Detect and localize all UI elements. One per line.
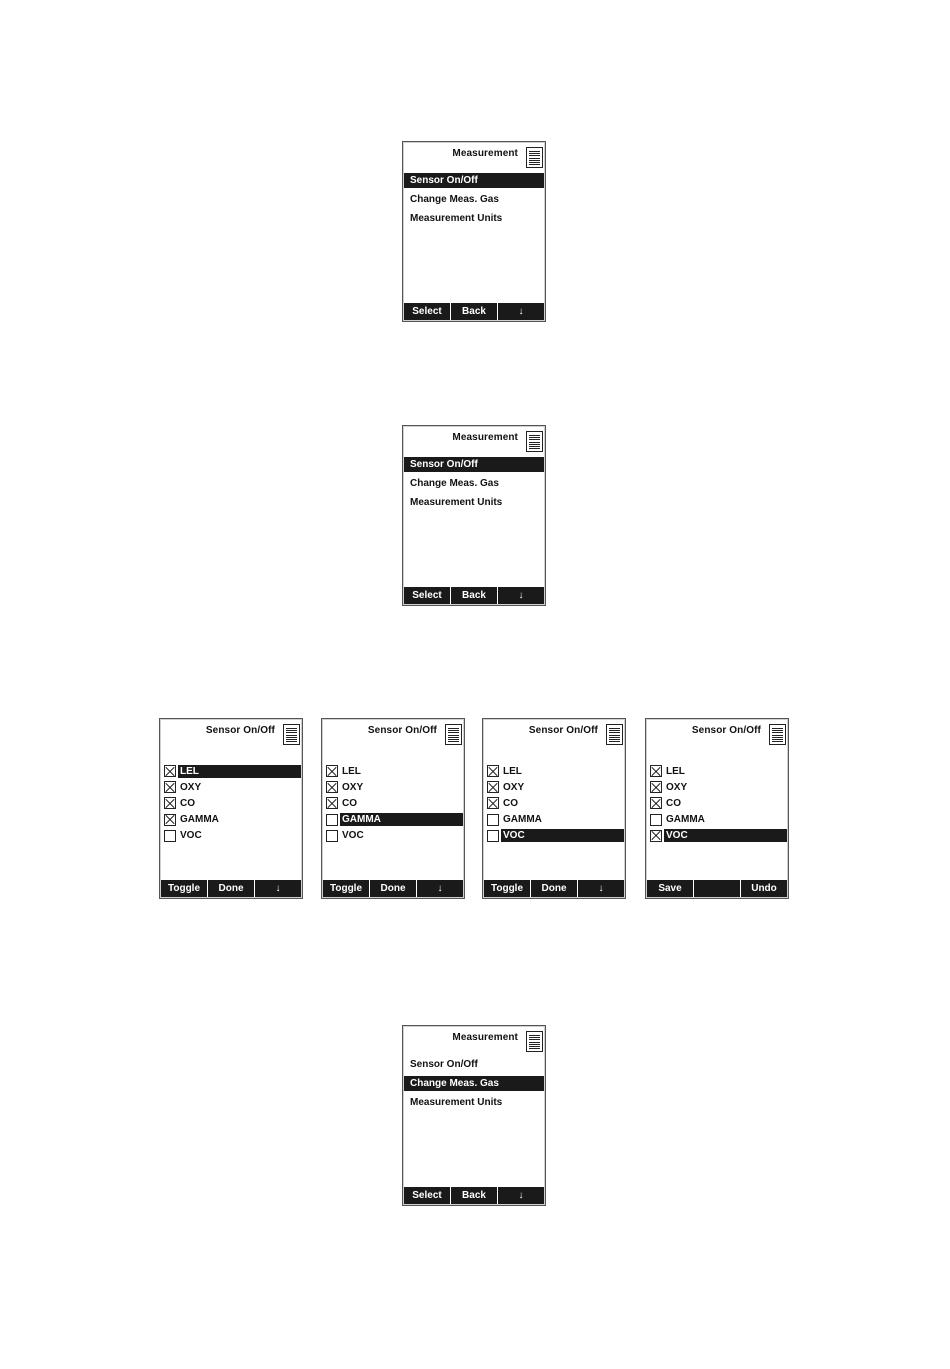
sensor-row[interactable] (326, 763, 463, 779)
sensor-list (650, 763, 787, 844)
menu-item[interactable]: Sensor On/Off (410, 1059, 478, 1070)
sensor-row[interactable] (650, 763, 787, 779)
softkey-bar (404, 303, 544, 320)
screen-title: Sensor On/Off (367, 725, 437, 736)
sensor-checkbox[interactable] (650, 765, 662, 777)
sensor-label: VOC (501, 829, 624, 842)
sensor-row[interactable] (326, 812, 463, 828)
sensor-list (326, 763, 463, 844)
sensor-checkbox[interactable] (164, 781, 176, 793)
sensor-label: LEL (666, 765, 685, 777)
menu-item[interactable]: Measurement Units (410, 213, 503, 224)
sensor-checkbox[interactable] (650, 797, 662, 809)
softkey-toggle-button[interactable]: Toggle (484, 880, 531, 897)
softkey-arrow-down-button[interactable]: ↓ (275, 883, 281, 894)
sensor-row[interactable] (326, 779, 463, 795)
sensor-checkbox[interactable] (650, 814, 662, 826)
sensor-checkbox[interactable] (650, 830, 662, 842)
sensor-label: GAMMA (666, 814, 705, 826)
softkey-undo-button[interactable]: Undo (751, 883, 777, 894)
softkey-back-button[interactable]: Back (451, 587, 498, 604)
sensor-checkbox[interactable] (487, 797, 499, 809)
screen-title: Sensor On/Off (528, 725, 598, 736)
menu-item[interactable]: Measurement Units (410, 1097, 503, 1108)
menu-list-icon (283, 724, 300, 745)
sensor-list (487, 763, 624, 844)
screen-title: Sensor On/Off (691, 725, 761, 736)
measurement-menu-screen (402, 425, 546, 606)
sensor-checkbox[interactable] (326, 830, 338, 842)
screen-title: Measurement (452, 1032, 518, 1043)
sensor-row[interactable] (487, 763, 624, 779)
softkey-done-button[interactable]: Done (531, 880, 578, 897)
softkey-arrow-down-button[interactable]: ↓ (518, 1190, 524, 1201)
sensor-label: LEL (342, 765, 361, 777)
softkey-bar (404, 587, 544, 604)
sensor-checkbox[interactable] (326, 814, 338, 826)
sensor-checkbox[interactable] (650, 781, 662, 793)
sensor-checkbox[interactable] (326, 781, 338, 793)
sensor-label: VOC (342, 830, 364, 842)
sensor-on-off-screen (159, 718, 303, 899)
menu-list-icon (526, 147, 543, 168)
sensor-row[interactable] (164, 812, 301, 828)
sensor-checkbox[interactable] (164, 814, 176, 826)
softkey-arrow-down-button[interactable]: ↓ (598, 883, 604, 894)
sensor-on-off-screen (645, 718, 789, 899)
menu-item[interactable]: Measurement Units (410, 497, 503, 508)
menu-list (404, 1057, 544, 1114)
sensor-label: OXY (666, 781, 688, 793)
sensor-row[interactable] (326, 795, 463, 811)
menu-list (404, 173, 544, 230)
sensor-row[interactable] (650, 795, 787, 811)
sensor-row[interactable] (487, 795, 624, 811)
sensor-on-off-screen (482, 718, 626, 899)
sensor-label: OXY (503, 781, 525, 793)
menu-list-icon (606, 724, 623, 745)
sensor-label: CO (180, 797, 195, 809)
screen-title: Measurement (452, 148, 518, 159)
sensor-row[interactable] (164, 828, 301, 844)
sensor-checkbox[interactable] (487, 781, 499, 793)
sensor-row[interactable] (326, 828, 463, 844)
sensor-row[interactable] (650, 779, 787, 795)
sensor-label: LEL (503, 765, 522, 777)
screen-title: Measurement (452, 432, 518, 443)
menu-item[interactable]: Change Meas. Gas (404, 1076, 544, 1091)
menu-list-icon (769, 724, 786, 745)
softkey-toggle-button[interactable]: Toggle (323, 880, 370, 897)
screen-title: Sensor On/Off (205, 725, 275, 736)
menu-list-icon (526, 1031, 543, 1052)
sensor-checkbox[interactable] (164, 830, 176, 842)
softkey-save-button[interactable]: Save (647, 880, 694, 897)
sensor-label: CO (666, 797, 681, 809)
sensor-label: GAMMA (340, 813, 463, 826)
sensor-checkbox[interactable] (487, 765, 499, 777)
sensor-row[interactable] (164, 779, 301, 795)
menu-item[interactable]: Sensor On/Off (404, 173, 544, 188)
softkey-done-button[interactable]: Done (370, 880, 417, 897)
softkey-done-button[interactable]: Done (208, 880, 255, 897)
sensor-checkbox[interactable] (164, 797, 176, 809)
sensor-label: VOC (664, 829, 787, 842)
sensor-label: GAMMA (503, 814, 542, 826)
sensor-row[interactable] (164, 763, 301, 779)
menu-item[interactable]: Change Meas. Gas (410, 194, 499, 205)
softkey-arrow-down-button[interactable]: ↓ (518, 590, 524, 601)
softkey-arrow-down-button[interactable]: ↓ (437, 883, 443, 894)
softkey-bar (161, 880, 301, 897)
sensor-row[interactable] (487, 828, 624, 844)
softkey-select-button[interactable]: Select (404, 303, 451, 320)
measurement-menu-screen (402, 1025, 546, 1206)
menu-item[interactable]: Sensor On/Off (404, 457, 544, 472)
softkey-arrow-down-button[interactable]: ↓ (518, 306, 524, 317)
sensor-checkbox[interactable] (487, 814, 499, 826)
sensor-on-off-screen (321, 718, 465, 899)
sensor-label: VOC (180, 830, 202, 842)
softkey-bar (404, 1187, 544, 1204)
menu-list (404, 457, 544, 514)
sensor-label: GAMMA (180, 814, 219, 826)
menu-item[interactable]: Change Meas. Gas (410, 478, 499, 489)
softkey-bar (647, 880, 787, 897)
sensor-label: OXY (180, 781, 202, 793)
softkey-select-button[interactable]: Select (404, 587, 451, 604)
measurement-menu-screen (402, 141, 546, 322)
softkey-toggle-button[interactable]: Toggle (161, 880, 208, 897)
sensor-checkbox[interactable] (164, 765, 176, 777)
menu-list-icon (526, 431, 543, 452)
sensor-label: OXY (342, 781, 364, 793)
softkey-select-button[interactable]: Select (404, 1187, 451, 1204)
sensor-checkbox[interactable] (487, 830, 499, 842)
sensor-label: LEL (178, 765, 301, 778)
sensor-row[interactable] (487, 779, 624, 795)
softkey-back-button[interactable]: Back (451, 1187, 498, 1204)
softkey-blank-button[interactable] (694, 880, 741, 897)
sensor-row[interactable] (487, 812, 624, 828)
sensor-list (164, 763, 301, 844)
sensor-row[interactable] (650, 828, 787, 844)
softkey-bar (484, 880, 624, 897)
sensor-checkbox[interactable] (326, 797, 338, 809)
menu-list-icon (445, 724, 462, 745)
sensor-label: CO (503, 797, 518, 809)
sensor-row[interactable] (164, 795, 301, 811)
sensor-row[interactable] (650, 812, 787, 828)
sensor-label: CO (342, 797, 357, 809)
sensor-checkbox[interactable] (326, 765, 338, 777)
softkey-back-button[interactable]: Back (451, 303, 498, 320)
softkey-bar (323, 880, 463, 897)
